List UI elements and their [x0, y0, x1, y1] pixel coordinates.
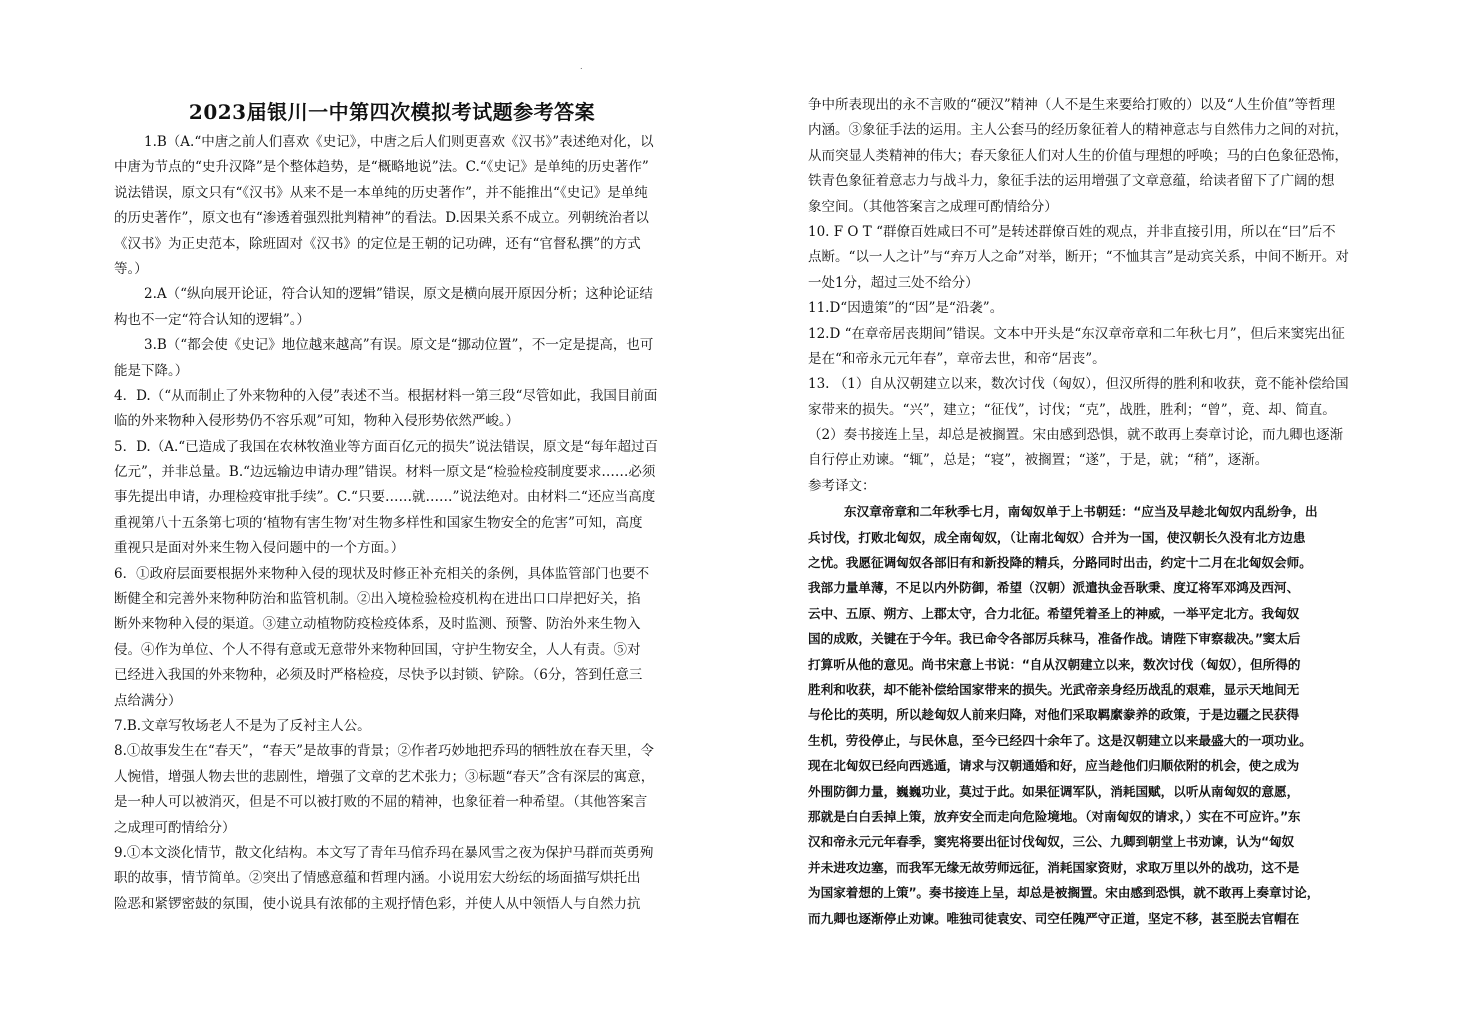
text-line: 点给满分） [114, 692, 182, 709]
text-line: 职的故事，情节简单。②突出了情感意蕴和哲理内涵。小说用宏大纷纭的场面描写烘托出 [114, 870, 641, 887]
text-line: 等。） [114, 260, 148, 277]
text-line: 7.B.文章写牧场老人不是为了反衬主人公。 [114, 717, 371, 734]
translation-line: 汉和帝永元元年春季，窦宪将要出征讨伐匈奴，三公、九卿到朝堂上书劝谏，认为“匈奴 [808, 834, 1295, 850]
text-line: 断健全和完善外来物种防治和监管机制。②出入境检验检疫机构在进出口口岸把好关，掐 [114, 591, 641, 608]
translation-line: 并未进攻边塞，而我军无缘无故劳师远征，消耗国家资财，求取万里以外的战功，这不是 [808, 859, 1300, 875]
text-line: 一处1分，超过三处不给分） [808, 274, 979, 291]
right-column [808, 93, 1364, 931]
text-line: 从而突显人类精神的伟大；春天象征人们对人生的价值与理想的呼唤；马的白色象征恐怖， [808, 147, 1348, 164]
translation-line: 生机，劳役停止，与民休息，至今已经四十余年了。这是汉朝建立以来最盛大的一项功业。 [808, 732, 1312, 748]
text-line: 3.B（“都会使《史记》地位越来越高”有误。原文是“挪动位置”，不一定是提高，也可 [144, 337, 654, 354]
text-line: 自行停止劝谏。“辄”，总是；“寝”，被搁置；“遂”，于是，就；“稍”，逐渐。 [808, 452, 1269, 469]
header-mark: . [580, 62, 583, 71]
translation-line: 兵讨伐，打败北匈奴，成全南匈奴，（让南北匈奴）合并为一国，使汉朝长久没有北方边患 [808, 529, 1306, 545]
text-line: 点断。“以一人之计”与“弃万人之命”对举，断开；“不恤其言”是动宾关系，中间不断开。对 [808, 249, 1349, 266]
text-line: 1.B（A.“中唐之前人们喜欢《史记》，中唐之后人们则更喜欢《汉书》”表述绝对化，以 [144, 134, 654, 150]
text-line: 断外来物种入侵的渠道。③建立动植物防疫检疫体系，及时监测、预警、防治外来生物入 [114, 616, 641, 633]
page-title: 2023届银川一中第四次模拟考试题参考答案 [188, 100, 596, 124]
translation-line: 我部力量单薄，不足以内外防御，希望（汉朝）派遣执金吾耿秉、度辽将军邓鸿及西河、 [808, 580, 1300, 596]
text-line: 能是下降。） [114, 362, 189, 379]
text-line: 内涵。③象征手法的运用。主人公套马的经历象征着人的精神意志与自然伟力之间的对抗， [808, 122, 1348, 139]
text-line: 12.D “在章帝居丧期间”错误。文本中开头是“东汉章帝章和二年秋七月”，但后来窦宪出征 [808, 325, 1345, 342]
text-line: 是一种人可以被消灭，但是不可以被打败的不屈的精神，也象征着一种希望。（其他答案言 [114, 794, 648, 811]
text-line: 象空间。（其他答案言之成理可酌情给分） [808, 198, 1058, 215]
translation-line: 之忧。我愿征调匈奴各部旧有和新投降的精兵，分路同时出击，约定十二月在北匈奴会师。 [808, 555, 1312, 571]
translation-line: 为国家着想的上策”。奏书接连上呈，却总是被搁置。宋由感到恐惧，就不敢再上奏章讨论， [808, 885, 1320, 901]
translation-line: 云中、五原、朔方、上郡太守，合力北征。希望凭着圣上的神威，一举平定北方。我匈奴 [808, 605, 1300, 621]
left-column [114, 130, 670, 917]
text-line: 事先提出申请，办理检疫审批手续”。C.“只要……就……”说法绝对。由材料二“还应当高度 [114, 489, 656, 506]
text-line: 争中所表现出的永不言败的“硬汉”精神（人不是生来要给打败的）以及“人生价值”等哲理 [808, 97, 1336, 113]
text-line: 人惋惜，增强人物去世的悲剧性，增强了文章的艺术张力；③标题“春天”含有深层的寓意， [114, 768, 655, 785]
text-line: 参考译文： [808, 477, 876, 494]
reference-translation [808, 499, 1364, 931]
text-line: 《汉书》为正史范本，除班固对《汉书》的定位是王朝的记功碑，还有“官督私撰”的方式 [114, 235, 641, 252]
text-line: （2）奏书接连上呈，却总是被搁置。宋由感到恐惧，就不敢再上奏章讨论，而九卿也逐渐 [808, 427, 1344, 444]
text-line: 11.D“因遗策”的“因”是“沿袭”。 [808, 300, 1004, 317]
text-line: 2.A（“纵向展开论证，符合认知的逻辑”错误，原文是横向展开原因分析；这种论证结 [144, 286, 653, 303]
text-line: 6．①政府层面要根据外来物种入侵的现状及时修正补充相关的条例，具体监管部门也要不 [114, 565, 650, 582]
text-line: 的历史著作”，原文也有“渗透着强烈批判精神”的看法。D.因果关系不成立。列朝统治者以 [114, 210, 649, 227]
translation-line: 打算听从他的意见。尚书宋意上书说：“自从汉朝建立以来，数次讨伐（匈奴），但所得的 [808, 656, 1301, 672]
text-line: 险恶和紧锣密鼓的氛围，使小说具有浓郁的主观抒情色彩，并使人从中领悟人与自然力抗 [114, 895, 641, 912]
translation-line: 那就是白白丢掉上策，放弃安全而走向危险境地。（对南匈奴的请求，）实在不可应许。”东 [808, 808, 1301, 824]
text-line: 构也不一定“符合认知的逻辑”。） [114, 311, 311, 328]
text-line: 已经进入我国的外来物种，必须及时严格检疫，尽快予以封锁、铲除。（6分，答到任意三 [114, 667, 643, 684]
translation-line: 东汉章帝章和二年秋季七月，南匈奴单于上书朝廷：“应当及早趁北匈奴内乱纷争，出 [844, 504, 1318, 520]
text-line: 9.①本文淡化情节，散文化结构。本文写了青年马倌乔玛在暴风雪之夜为保护马群而英勇殉 [114, 844, 654, 861]
translation-line: 胜利和收获，却不能补偿给国家带来的损失。光武帝亲身经历战乱的艰难，显示天地间无 [808, 681, 1300, 697]
text-line: 8.①故事发生在“春天”，“春天”是故事的背景；②作者巧妙地把乔玛的牺牲放在春天里，令 [114, 743, 654, 760]
translation-line: 现在北匈奴已经向西逃遁，请求与汉朝通婚和好，应当趁他们归顺依附的机会，使之成为 [808, 758, 1300, 774]
translation-line: 而九卿也逐渐停止劝谏。唯独司徒袁安、司空任隗严守正道，坚定不移，甚至脱去官帽在 [808, 910, 1300, 926]
text-line: 家带来的损失。“兴”，建立；“征伐”，讨伐；“克”，战胜，胜利；“曾”，竟、却、简直。 [808, 401, 1336, 418]
text-line: 4．D.（“从而制止了外来物种的入侵”表述不当。根据材料一第三段“尽管如此，我国目前面 [114, 387, 658, 404]
text-line: 重视第八十五条第七项的‘植物有害生物’对生物多样性和国家生物安全的危害”可知，高度 [114, 514, 643, 531]
text-line: 说法错误，原文只有“《汉书》从来不是一本单纯的历史著作”，并不能推出“《史记》是单纯 [114, 184, 648, 201]
translation-line: 与伦比的英明，所以趁匈奴人前来归降，对他们采取羁縻豢养的政策，于是边疆之民获得 [808, 707, 1300, 723]
text-line: 5．D.（A.“已造成了我国在农林牧渔业等方面百亿元的损失”说法错误，原文是“每年超过百 [114, 438, 658, 455]
text-line: 铁青色象征着意志力与战斗力，象征手法的运用增强了文章意蕴，给读者留下了广阔的想 [808, 173, 1335, 190]
translation-line: 外围防御力量，巍巍功业，莫过于此。如果征调军队，消耗国赋，以听从南匈奴的意愿， [808, 783, 1300, 799]
text-line: 侵。④作为单位、个人不得有意或无意带外来物种回国，守护生物安全，人人有责。⑤对 [114, 641, 641, 658]
text-line: 13. （1）自从汉朝建立以来，数次讨伐（匈奴），但汉所得的胜利和收获，竟不能补偿给国 [808, 376, 1349, 393]
translation-line: 国的成败，关键在于今年。我已命令各部厉兵秣马，准备作战。请陛下审察裁决。”窦太后 [808, 631, 1301, 647]
text-line: 是在“和帝永元元年春”，章帝去世，和帝“居丧”。 [808, 350, 1106, 367]
text-line: 重视只是面对外来生物入侵问题中的一个方面。） [114, 540, 405, 557]
text-line: 之成理可酌情给分） [114, 819, 236, 836]
text-line: 亿元”，并非总量。B.“边远输边申请办理”错误。材料一原文是“检验检疫制度要求……必须 [114, 464, 656, 481]
text-line: 中唐为节点的“史升汉降”是个整体趋势，是“概略地说”法。C.“《史记》是单纯的历史著作” [114, 159, 649, 176]
text-line: 10. F O T “群僚百姓咸曰不可”是转述群僚百姓的观点，并非直接引用，所以在“曰”后不 [808, 223, 1336, 240]
text-line: 临的外来物种入侵形势仍不容乐观”可知，物种入侵形势依然严峻。） [114, 413, 520, 430]
